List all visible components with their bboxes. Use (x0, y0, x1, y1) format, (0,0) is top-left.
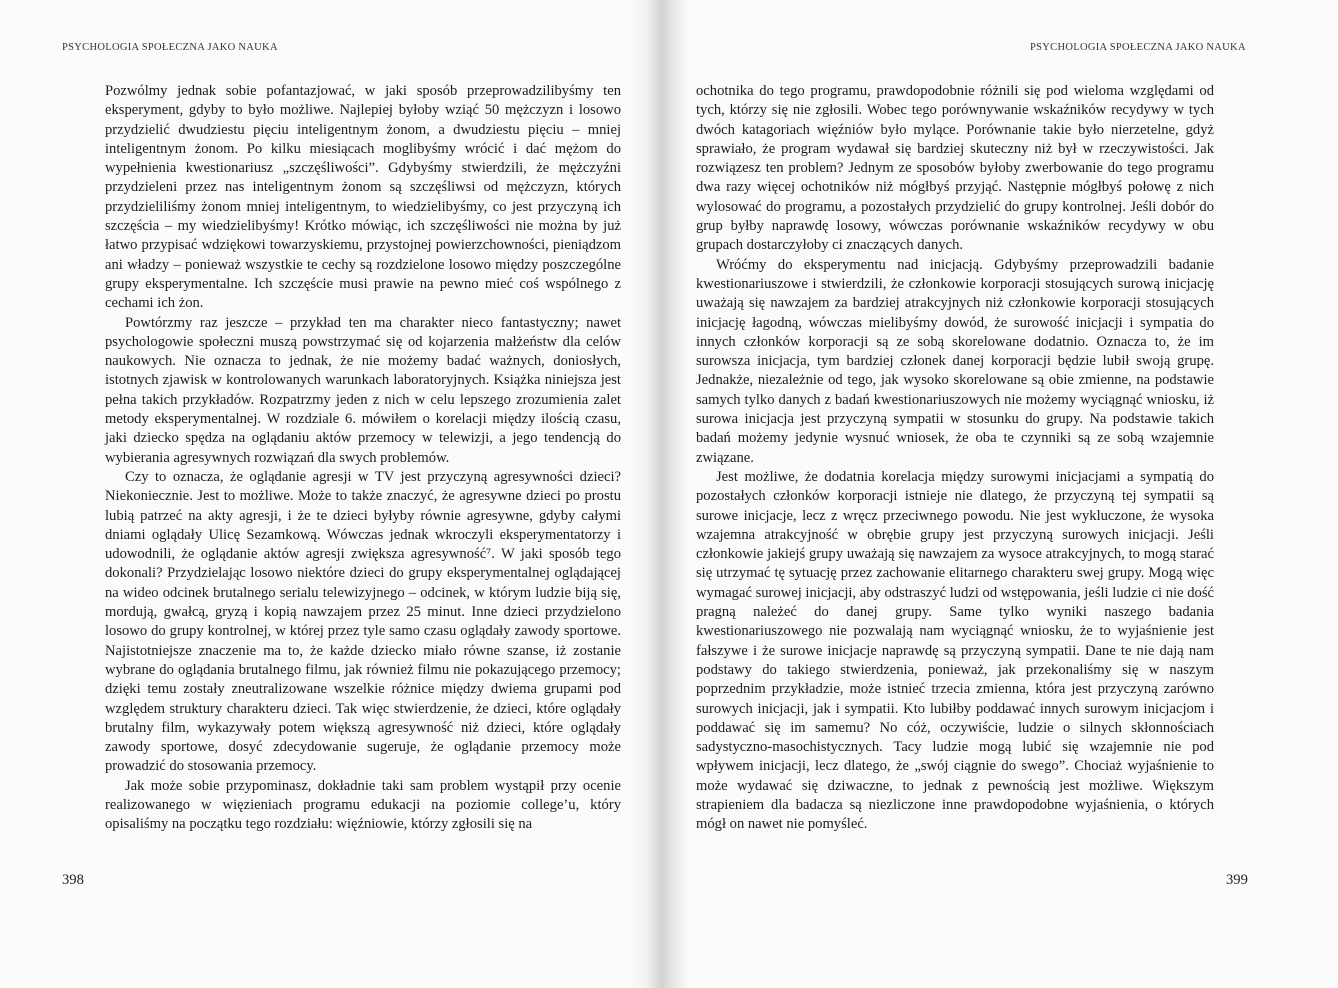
paragraph: Jak może sobie przypominasz, dokładnie taki sam problem wystąpił przy ocenie realizowanego w więzieniach programu edukacji na poziomie college’u, który opisaliśmy na początku tego rozdziału: więźniowie, którzy zgłosili się na (105, 777, 621, 833)
right-running-head: PSYCHOLOGIA SPOŁECZNA JAKO NAUKA (1030, 42, 1246, 53)
paragraph: Jest możliwe, że dodatnia korelacja między surowymi inicjacjami a sympatią do pozostałych członków korporacji istnieje nie dlatego, że przyczyną tej sympatii są surowe inicjacje, lecz z wręcz przeciwnego powodu. Nie jest wykluczone, że wysoka wzajemna atrakcyjność w obrębie grupy jest przyczyną surowych inicjacji. Jeśli członkowie jakiejś grupy uważają się nawzajem za wysoce atrakcyjnych, to mogą starać się utrzymać tę sytuację przez zachowanie elitarnego charakteru swej grupy. Mogą więc wymagać surowej inicjacji, aby odstraszyć ludzi od wstępowania, jeśli ludzie ci nie dość pragną należeć do danej grupy. Same tylko wyniki naszego badania kwestionariuszowego nie pozwalają nam wyciągnąć wniosku, że to wyjaśnienie jest fałszywe i że surowe inicjacje naprawdę są przyczyną sympatii. Dane te nie dają nam podstawy do takiego stwierdzenia, ponieważ, jak przekonaliśmy się w naszym poprzednim przykładzie, może istnieć trzecia zmienna, która jest przyczyną zarówno surowych inicjacji, jak i sympatii. Kto lubiłby poddawać innych surowym inicjacjom i poddawać się im samemu? No cóż, oczywiście, ludzie o silnych skłonnościach sadystyczno-masochistycznych. Tacy ludzie mogą lubić się wzajemnie nie pod wpływem inicjacji, lecz dlatego, że „swój ciągnie do swego”. Chociaż wyjaśnienie to może wydawać się dziwaczne, to jednak z pewnością jest możliwe. Większym strapieniem dla badacza są niezliczone inne prawdopodobne wyjaśnienia, o których mógł on nawet nie pomyśleć. (696, 468, 1214, 833)
paragraph: Pozwólmy jednak sobie pofantazjować, w jaki sposób przeprowadzilibyśmy ten eksperyment, gdyby to było możliwe. Najlepiej byłoby wziąć 50 mężczyzn i losowo przydzielić dwudziestu pięciu inteligentnym żonom, a dwudziestu pięciu – mniej inteligentnym żonom. Po kilku miesiącach moglibyśmy wrócić i dać mężom do wypełnienia kwestionariusz „szczęśliwości”. Gdybyśmy stwierdzili, że mężczyźni przydzieleni przez nas inteligentnym żonom są szczęśliwsi od mężczyzn, których przydzieliliśmy żonom mniej inteligentnym, to wiedzielibyśmy, co jest przyczyną ich szczęścia – my wiedzielibyśmy! Krótko mówiąc, ich szczęśliwości nie można by już łatwo przypisać wdziękowi towarzyskiemu, przystojnej powierzchowności, pieniądzom ani władzy – ponieważ wszystkie te cechy są rozdzielone losowo między poszczególne grupy eksperymentalne. Ich szczęście musi prawie na pewno mieć coś wspólnego z cechami ich żon. (105, 83, 621, 312)
left-running-head: PSYCHOLOGIA SPOŁECZNA JAKO NAUKA (62, 42, 278, 53)
paragraph: ochotnika do tego programu, prawdopodobnie różnili się pod wieloma względami od tych, którzy się nie zgłosili. Wobec tego porównywanie wskaźników recydywy w tych dwóch katagoriach więźniów było mylące. Porównanie takie było nierzetelne, gdyż sprawiało, że program wydawał się bardziej skuteczny niż był w rzeczywistości. Jak rozwiązesz ten problem? Jednym ze sposobów byłoby zwerbowanie do tego programu dwa razy więcej ochotników niż mógłbyś przyjąć. Następnie mógłbyś połowę z nich wylosować do programu, a pozostałych przydzielić do grupy kontrolnej. Jeśli dobór do grup byłby naprawdę losowy, wówczas porównanie wskaźników recydywy w obu grupach dostarczyłoby ci znaczących danych. (696, 83, 1214, 254)
left-page-text (105, 82, 621, 835)
left-page-number: 398 (62, 872, 84, 888)
right-page-number: 399 (1226, 872, 1248, 888)
book-gutter-shadow (628, 0, 690, 988)
paragraph: Powtórzmy raz jeszcze – przykład ten ma charakter nieco fantastyczny; nawet psychologowie społeczni muszą powstrzymać się od kojarzenia małżeństw dla celów naukowych. Nie oznacza to jednak, że nie możemy badać ważnych, doniosłych, istotnych zjawisk w kontrolowanych warunkach laboratoryjnych. Książka niniejsza jest pełna takich przykładów. Rozpatrzmy jeden z nich w celu lepszego zrozumienia zalet metody eksperymentalnej. W rozdziale 6. mówiłem o korelacji między ilością czasu, jaki dziecko spędza na oglądaniu aktów przemocy w telewizji, a jego tendencją do wybierania agresywnych rozwiązań dla swych problemów. (105, 314, 621, 466)
paragraph: Czy to oznacza, że oglądanie agresji w TV jest przyczyną agresywności dzieci? Niekoniecznie. Jest to możliwe. Może to także znaczyć, że agresywne dzieci po prostu lubią patrzeć na akty agresji, i że te dzieci byłyby równie agresywne, gdyby całymi dniami oglądały Ulicę Sezamkową. Wówczas jednak wkroczyli eksperymentatorzy i udowodnili, że oglądanie aktów agresji zwiększa agresywność⁷. W jaki sposób tego dokonali? Przydzielając losowo niektóre dzieci do grupy eksperymentalnej oglądającej na wideo odcinek brutalnego serialu telewizyjnego – odcinek, w którym ludzie biją się, mordują, gwałcą, gryzą i kopią nawzajem przez 25 minut. Inne dzieci przydzielono losowo do grupy kontrolnej, w której przez tyle samo czasu oglądały zawody sportowe. Najistotniejsze znaczenie ma to, że każde dziecko miało równe szanse, iż zostanie wybrane do oglądania brutalnego filmu, jak również filmu nie pokazującego przemocy; dzięki temu zostały zneutralizowane wszelkie różnice między dwiema grupami pod względem struktury charakteru dzieci. Tak więc stwierdzenie, że dzieci, które oglądały brutalny film, wykazywały potem większą agresywność niż dzieci, które oglądały zawody sportowe, dosyć zdecydowanie sugeruje, że oglądanie przemocy może prowadzić do stosowania przemocy. (105, 468, 621, 775)
right-page-text (696, 82, 1214, 835)
paragraph: Wróćmy do eksperymentu nad inicjacją. Gdybyśmy przeprowadzili badanie kwestionariuszowe i stwierdzili, że członkowie korporacji stosujących surową inicjację uważają się nawzajem za bardziej atrakcyjnych niż członkowie korporacji stosujących inicjację łagodną, wówczas mielibyśmy dowód, że surowość inicjacji i sympatia do innych członków korporacji są ze sobą skorelowane dodatnio. Oznacza to, że im surowsza inicjacja, tym bardziej członek danej korporacji będzie lubił swoją grupę. Jednakże, niezależnie od tego, jak wysoko skorelowane są obie zmienne, na podstawie samych tylko danych z badań kwestionariuszowych nie możemy wyciągnąć wniosku, iż surowa inicjacja jest przyczyną sympatii w stosunku do grupy. Na podstawie takich badań możemy jedynie wysnuć wniosek, że oba te czynniki są ze sobą wzajemnie związane. (696, 256, 1214, 466)
